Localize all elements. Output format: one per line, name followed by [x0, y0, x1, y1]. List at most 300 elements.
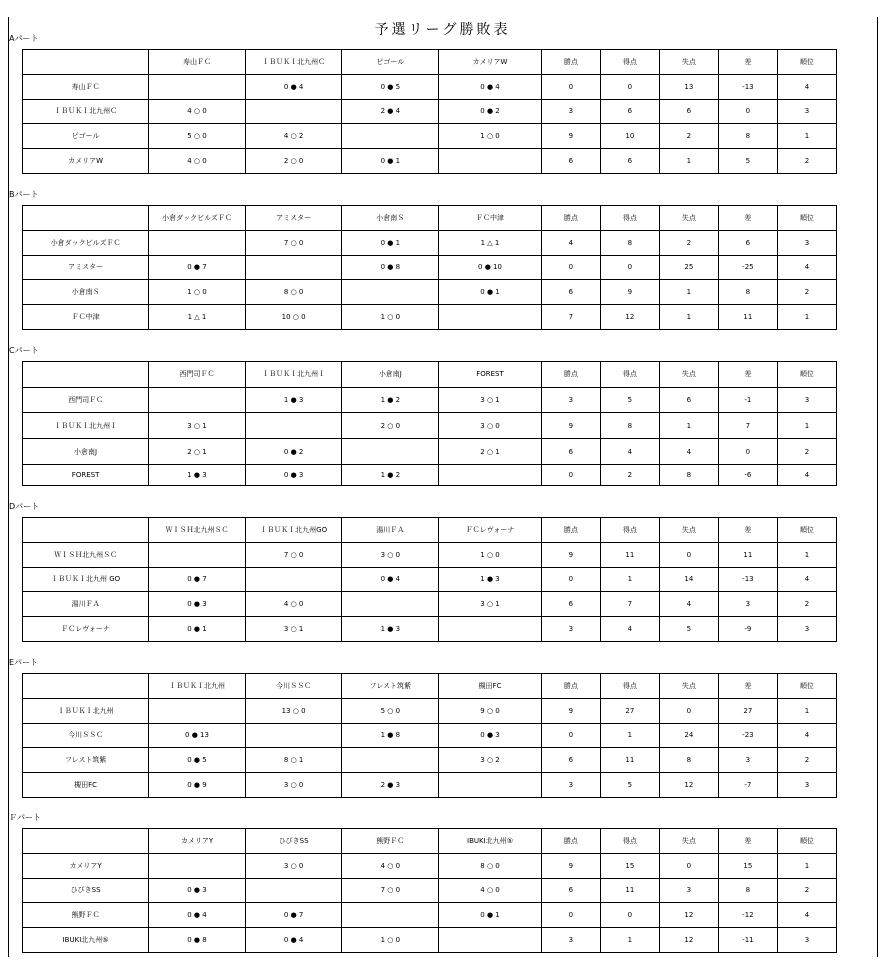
standings-table	[22, 361, 837, 486]
result-cell: 3 ○ 0	[342, 542, 439, 567]
table-row	[23, 280, 837, 305]
stat-cell: 4	[659, 592, 718, 617]
stat-cell: 25	[659, 255, 718, 280]
team-name-cell: 小倉ダックビルズＦＣ	[23, 230, 149, 255]
stat-cell: 0	[541, 255, 600, 280]
table-row	[23, 853, 837, 878]
team-name-cell: FOREST	[23, 464, 149, 485]
group-label: Aパート	[9, 34, 39, 43]
team-name-cell: 槻田FC	[23, 773, 149, 798]
result-cell: 0 ● 3	[245, 464, 342, 485]
stat-cell: 7	[541, 305, 600, 330]
result-cell: 0 ● 1	[342, 149, 439, 174]
stat-cell: 3	[541, 928, 600, 953]
result-cell: 0 ● 7	[149, 567, 246, 592]
stat-cell: 0	[541, 74, 600, 99]
table-row	[23, 878, 837, 903]
stat-header-cell: 失点	[659, 206, 718, 231]
result-cell: 0 ● 1	[342, 230, 439, 255]
stat-cell: 3	[541, 387, 600, 413]
result-cell: 0 ● 3	[149, 592, 246, 617]
self-match-cell	[342, 903, 439, 928]
table-row	[23, 230, 837, 255]
stat-header-cell: 失点	[659, 50, 718, 75]
table-row	[23, 464, 837, 485]
team-header-cell: 槻田FC	[439, 674, 542, 699]
stat-cell: 0	[541, 567, 600, 592]
stat-header-cell: 勝点	[541, 206, 600, 231]
result-cell: 1 △ 1	[439, 230, 542, 255]
result-cell: 0 ● 3	[149, 878, 246, 903]
self-match-cell	[149, 542, 246, 567]
result-cell: 0 ● 7	[149, 255, 246, 280]
table-row	[23, 124, 837, 149]
result-cell: 1 ○ 0	[149, 280, 246, 305]
stat-cell: 6	[541, 592, 600, 617]
stat-cell: 2	[777, 149, 836, 174]
stat-cell: 9	[541, 853, 600, 878]
stat-cell: -13	[718, 74, 777, 99]
stat-header-cell: 失点	[659, 518, 718, 543]
stat-cell: -13	[718, 567, 777, 592]
team-name-cell: 熊野ＦＣ	[23, 903, 149, 928]
result-cell: 3 ○ 0	[245, 773, 342, 798]
team-name-cell: フレスト筑紫	[23, 748, 149, 773]
result-cell: 1 ● 3	[245, 387, 342, 413]
team-name-cell: ＩＢＵＫＩ北九州 GO	[23, 567, 149, 592]
result-cell: 3 ○ 1	[149, 413, 246, 439]
result-cell: 7 ○ 0	[342, 878, 439, 903]
team-name-cell: アミスター	[23, 255, 149, 280]
result-cell: 0 ● 8	[149, 928, 246, 953]
result-cell: 0 ● 5	[149, 748, 246, 773]
stat-header-cell: 差	[718, 674, 777, 699]
corner-cell	[23, 674, 149, 699]
team-header-cell: FOREST	[439, 362, 542, 388]
stat-cell: 6	[659, 387, 718, 413]
stat-cell: 1	[777, 853, 836, 878]
result-cell: 3 ○ 0	[439, 413, 542, 439]
self-match-cell	[245, 255, 342, 280]
table-row	[23, 748, 837, 773]
result-cell: 3 ○ 1	[439, 592, 542, 617]
stat-cell: 9	[541, 124, 600, 149]
stat-cell: 14	[659, 567, 718, 592]
self-match-cell	[439, 149, 542, 174]
standings-table	[22, 517, 837, 642]
stat-cell: 0	[600, 74, 659, 99]
stat-cell: -7	[718, 773, 777, 798]
team-header-cell: ＦＣ中津	[439, 206, 542, 231]
stat-cell: 11	[600, 748, 659, 773]
result-cell: 2 ○ 0	[245, 149, 342, 174]
result-cell: 3 ○ 1	[439, 387, 542, 413]
stat-header-cell: 得点	[600, 206, 659, 231]
self-match-cell	[439, 305, 542, 330]
standings-table	[22, 828, 837, 953]
stat-cell: 8	[659, 464, 718, 485]
team-header-cell: ひびきSS	[245, 829, 342, 854]
team-name-cell: ＩＢＵＫＩ北九州Ｉ	[23, 413, 149, 439]
table-row	[23, 592, 837, 617]
table-row	[23, 255, 837, 280]
stat-cell: 2	[777, 878, 836, 903]
stat-cell: 1	[777, 413, 836, 439]
self-match-cell	[342, 280, 439, 305]
result-cell: 0 ● 5	[342, 74, 439, 99]
team-name-cell: 湯川ＦＡ	[23, 592, 149, 617]
team-header-cell: ＷＩＳＨ北九州ＳＣ	[149, 518, 246, 543]
result-cell: 7 ○ 0	[245, 230, 342, 255]
stat-cell: 3	[541, 99, 600, 124]
result-cell: 4 ○ 0	[342, 853, 439, 878]
header-row	[23, 829, 837, 854]
stat-cell: 1	[600, 723, 659, 748]
self-match-cell	[439, 773, 542, 798]
stat-cell: 1	[659, 149, 718, 174]
stat-cell: 0	[541, 464, 600, 485]
standings-table	[22, 49, 837, 174]
result-cell: 9 ○ 0	[439, 698, 542, 723]
team-name-cell: ＦＣレヴォーナ	[23, 617, 149, 642]
result-cell: 5 ○ 0	[149, 124, 246, 149]
stat-header-cell: 差	[718, 362, 777, 388]
stat-header-cell: 順位	[777, 518, 836, 543]
self-match-cell	[342, 439, 439, 465]
result-cell: 0 ● 4	[149, 903, 246, 928]
stat-cell: 4	[777, 723, 836, 748]
stat-cell: 9	[541, 542, 600, 567]
result-cell: 3 ○ 0	[245, 853, 342, 878]
stat-cell: 8	[600, 413, 659, 439]
stat-header-cell: 差	[718, 50, 777, 75]
stat-cell: 0	[541, 903, 600, 928]
table-row	[23, 439, 837, 465]
stat-cell: 2	[600, 464, 659, 485]
group-label: Eパート	[9, 658, 39, 667]
stat-cell: 27	[600, 698, 659, 723]
stat-cell: 8	[718, 878, 777, 903]
team-header-cell: ＦＣレヴォーナ	[439, 518, 542, 543]
team-header-cell: ＩＢＵＫＩ北九州GO	[245, 518, 342, 543]
stat-cell: 12	[600, 305, 659, 330]
stat-cell: 27	[718, 698, 777, 723]
result-cell: 0 ● 1	[149, 617, 246, 642]
standings-table	[22, 205, 837, 330]
group-label: Ｆパート	[9, 813, 41, 822]
stat-header-cell: 得点	[600, 829, 659, 854]
table-row	[23, 773, 837, 798]
stat-header-cell: 失点	[659, 829, 718, 854]
result-cell: 1 ○ 0	[439, 542, 542, 567]
result-cell: 1 ● 8	[342, 723, 439, 748]
self-match-cell	[342, 592, 439, 617]
header-row	[23, 518, 837, 543]
stat-cell: 24	[659, 723, 718, 748]
stat-cell: 1	[777, 124, 836, 149]
stat-header-cell: 勝点	[541, 829, 600, 854]
result-cell: 1 ● 3	[149, 464, 246, 485]
corner-cell	[23, 50, 149, 75]
header-row	[23, 674, 837, 699]
stat-cell: 3	[777, 928, 836, 953]
self-match-cell	[149, 387, 246, 413]
header-row	[23, 206, 837, 231]
result-cell: 3 ○ 1	[245, 617, 342, 642]
table-row	[23, 542, 837, 567]
stat-header-cell: 得点	[600, 674, 659, 699]
table-row	[23, 617, 837, 642]
stat-cell: 15	[718, 853, 777, 878]
stat-header-cell: 勝点	[541, 674, 600, 699]
stat-cell: -11	[718, 928, 777, 953]
stat-header-cell: 順位	[777, 829, 836, 854]
team-name-cell: ＩＢＵＫＩ北九州	[23, 698, 149, 723]
stat-cell: 0	[718, 99, 777, 124]
team-name-cell: ひびきSS	[23, 878, 149, 903]
stat-cell: 6	[600, 99, 659, 124]
result-cell: 1 △ 1	[149, 305, 246, 330]
result-cell: 2 ● 3	[342, 773, 439, 798]
stat-cell: 12	[659, 773, 718, 798]
team-header-cell: IBUKI北九州⑤	[439, 829, 542, 854]
stat-header-cell: 失点	[659, 362, 718, 388]
stat-header-cell: 順位	[777, 362, 836, 388]
stat-cell: 6	[600, 149, 659, 174]
stat-header-cell: 差	[718, 206, 777, 231]
self-match-cell	[342, 124, 439, 149]
stat-cell: 0	[659, 542, 718, 567]
table-row	[23, 74, 837, 99]
stat-cell: -6	[718, 464, 777, 485]
stat-cell: 7	[718, 413, 777, 439]
result-cell: 2 ○ 1	[439, 439, 542, 465]
table-row	[23, 305, 837, 330]
stat-cell: 12	[659, 928, 718, 953]
result-cell: 2 ● 4	[342, 99, 439, 124]
stat-cell: 11	[718, 305, 777, 330]
standings-table	[22, 673, 837, 798]
self-match-cell	[439, 464, 542, 485]
stat-cell: 4	[777, 903, 836, 928]
stat-cell: 2	[777, 748, 836, 773]
stat-cell: 9	[541, 698, 600, 723]
page-title: 予選リーグ勝敗表	[374, 22, 511, 38]
stat-cell: 6	[541, 149, 600, 174]
stat-cell: 3	[777, 773, 836, 798]
team-name-cell: ピゴール	[23, 124, 149, 149]
team-header-cell: カメリアY	[149, 829, 246, 854]
team-header-cell: 今川ＳＳＣ	[245, 674, 342, 699]
result-cell: 0 ● 10	[439, 255, 542, 280]
stat-cell: 12	[659, 903, 718, 928]
corner-cell	[23, 206, 149, 231]
result-cell: 8 ○ 0	[439, 853, 542, 878]
result-cell: 0 ● 4	[439, 74, 542, 99]
result-cell: 4 ○ 0	[245, 592, 342, 617]
stat-cell: 6	[659, 99, 718, 124]
corner-cell	[23, 518, 149, 543]
self-match-cell	[245, 878, 342, 903]
result-cell: 1 ● 2	[342, 464, 439, 485]
stat-header-cell: 勝点	[541, 518, 600, 543]
stat-cell: 15	[600, 853, 659, 878]
result-cell: 4 ○ 2	[245, 124, 342, 149]
table-row	[23, 99, 837, 124]
result-cell: 13 ○ 0	[245, 698, 342, 723]
stat-header-cell: 得点	[600, 362, 659, 388]
self-match-cell	[245, 723, 342, 748]
result-cell: 4 ○ 0	[149, 99, 246, 124]
stat-cell: 0	[600, 903, 659, 928]
result-cell: 0 ● 9	[149, 773, 246, 798]
result-cell: 1 ○ 0	[342, 305, 439, 330]
stat-cell: 4	[777, 255, 836, 280]
table-row	[23, 387, 837, 413]
result-cell: 0 ● 4	[245, 928, 342, 953]
stat-cell: 0	[659, 698, 718, 723]
stat-cell: 1	[659, 413, 718, 439]
result-cell: 1 ● 3	[439, 567, 542, 592]
table-row	[23, 413, 837, 439]
result-cell: 3 ○ 2	[439, 748, 542, 773]
self-match-cell	[439, 928, 542, 953]
stat-cell: -9	[718, 617, 777, 642]
result-cell: 0 ● 8	[342, 255, 439, 280]
stat-cell: 0	[541, 723, 600, 748]
team-header-cell: 小倉南J	[342, 362, 439, 388]
result-cell: 0 ● 13	[149, 723, 246, 748]
table-row	[23, 567, 837, 592]
team-name-cell: カメリアY	[23, 853, 149, 878]
team-header-cell: アミスター	[245, 206, 342, 231]
result-cell: 0 ● 7	[245, 903, 342, 928]
stat-cell: 4	[777, 74, 836, 99]
result-cell: 10 ○ 0	[245, 305, 342, 330]
result-cell: 0 ● 2	[439, 99, 542, 124]
self-match-cell	[149, 853, 246, 878]
result-cell: 8 ○ 1	[245, 748, 342, 773]
stat-cell: 6	[541, 748, 600, 773]
stat-cell: -1	[718, 387, 777, 413]
stat-cell: 5	[718, 149, 777, 174]
result-cell: 2 ○ 1	[149, 439, 246, 465]
stat-cell: 2	[659, 230, 718, 255]
stat-cell: 8	[718, 280, 777, 305]
result-cell: 4 ○ 0	[439, 878, 542, 903]
stat-cell: 6	[541, 878, 600, 903]
stat-cell: 4	[777, 464, 836, 485]
stat-cell: 5	[600, 773, 659, 798]
result-cell: 0 ● 4	[245, 74, 342, 99]
stat-cell: 4	[777, 567, 836, 592]
stat-cell: 2	[777, 439, 836, 465]
result-cell: 2 ○ 0	[342, 413, 439, 439]
stat-cell: 8	[659, 748, 718, 773]
self-match-cell	[245, 567, 342, 592]
stat-cell: 1	[600, 567, 659, 592]
result-cell: 0 ● 1	[439, 280, 542, 305]
stat-cell: -23	[718, 723, 777, 748]
result-cell: 1 ○ 0	[439, 124, 542, 149]
table-row	[23, 149, 837, 174]
team-header-cell: フレスト筑紫	[342, 674, 439, 699]
result-cell: 0 ● 3	[439, 723, 542, 748]
team-header-cell: 小倉ダックビルズＦＣ	[149, 206, 246, 231]
stat-cell: -12	[718, 903, 777, 928]
team-header-cell: 小倉南Ｓ	[342, 206, 439, 231]
table-row	[23, 723, 837, 748]
result-cell: 5 ○ 0	[342, 698, 439, 723]
stat-header-cell: 失点	[659, 674, 718, 699]
stat-cell: 3	[777, 99, 836, 124]
stat-cell: 8	[718, 124, 777, 149]
team-name-cell: 今川ＳＳＣ	[23, 723, 149, 748]
self-match-cell	[245, 413, 342, 439]
stat-cell: 3	[541, 773, 600, 798]
stat-cell: 1	[659, 280, 718, 305]
stat-cell: 9	[541, 413, 600, 439]
stat-cell: 2	[659, 124, 718, 149]
team-name-cell: カメリアW	[23, 149, 149, 174]
stat-cell: 7	[600, 592, 659, 617]
result-cell: 0 ● 1	[439, 903, 542, 928]
group-label: Bパート	[9, 190, 39, 199]
result-cell: 1 ● 3	[342, 617, 439, 642]
result-cell: 1 ● 2	[342, 387, 439, 413]
stat-cell: 3	[541, 617, 600, 642]
stat-cell: 6	[541, 439, 600, 465]
corner-cell	[23, 829, 149, 854]
team-header-cell: 寿山ＦＣ	[149, 50, 246, 75]
table-row	[23, 928, 837, 953]
stat-cell: 10	[600, 124, 659, 149]
stat-cell: 3	[718, 748, 777, 773]
team-header-cell: ＩＢＵＫＩ北九州Ｃ	[245, 50, 342, 75]
result-cell: 0 ● 4	[342, 567, 439, 592]
stat-header-cell: 得点	[600, 518, 659, 543]
stat-cell: 3	[777, 617, 836, 642]
team-header-cell: 湯川ＦＡ	[342, 518, 439, 543]
team-header-cell: 西門司ＦＣ	[149, 362, 246, 388]
stat-cell: 11	[718, 542, 777, 567]
stat-cell: 1	[777, 698, 836, 723]
self-match-cell	[149, 74, 246, 99]
stat-cell: 3	[777, 230, 836, 255]
team-name-cell: ＷＩＳＨ北九州ＳＣ	[23, 542, 149, 567]
result-cell: 8 ○ 0	[245, 280, 342, 305]
stat-cell: 0	[718, 439, 777, 465]
result-cell: 7 ○ 0	[245, 542, 342, 567]
stat-cell: 5	[600, 387, 659, 413]
stat-cell: 0	[659, 853, 718, 878]
self-match-cell	[149, 698, 246, 723]
stat-cell: 4	[541, 230, 600, 255]
stat-header-cell: 差	[718, 518, 777, 543]
stat-cell: -25	[718, 255, 777, 280]
stat-cell: 11	[600, 542, 659, 567]
team-name-cell: IBUKI北九州⑤	[23, 928, 149, 953]
stat-cell: 4	[600, 617, 659, 642]
stat-header-cell: 順位	[777, 50, 836, 75]
team-header-cell: ＩＢＵＫＩ北九州Ｉ	[245, 362, 342, 388]
result-cell: 4 ○ 0	[149, 149, 246, 174]
group-label: Dパート	[9, 502, 40, 511]
stat-cell: 4	[600, 439, 659, 465]
team-header-cell: ピゴール	[342, 50, 439, 75]
stat-cell: 1	[777, 305, 836, 330]
stat-cell: 11	[600, 878, 659, 903]
